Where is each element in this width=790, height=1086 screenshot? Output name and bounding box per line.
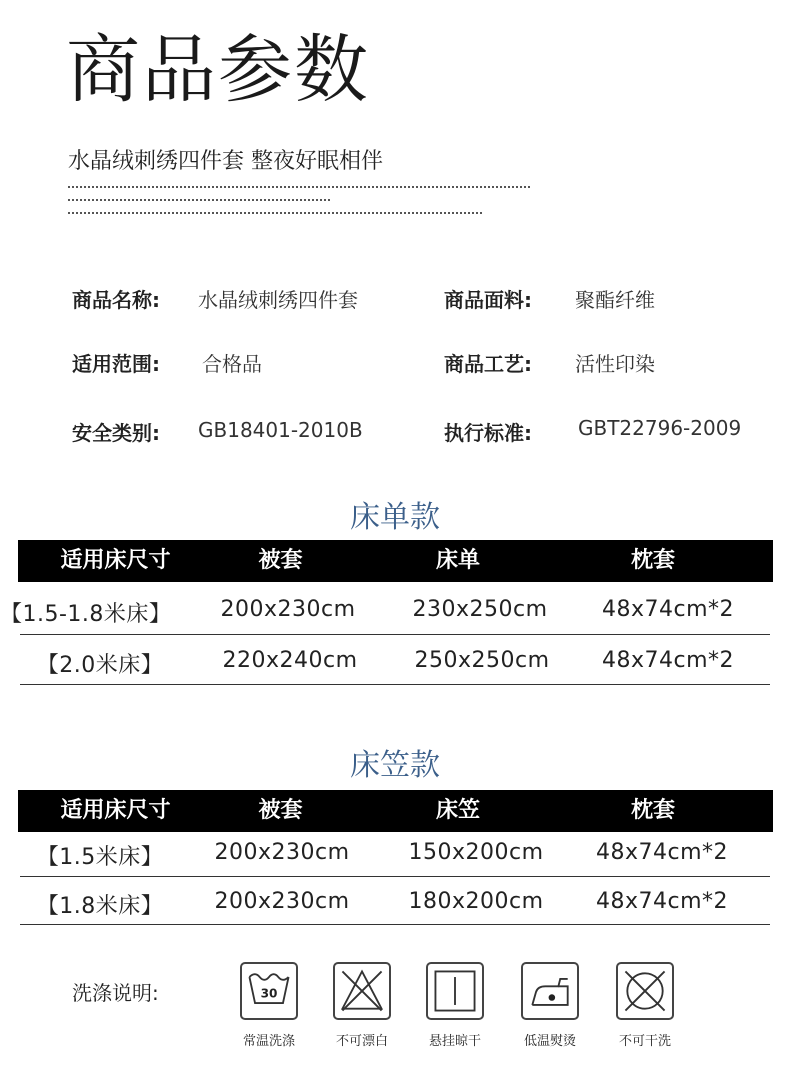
care-caption: 常温洗涤: [242, 1034, 295, 1049]
care-caption: 低温熨烫: [523, 1034, 576, 1049]
table-cell: 48x74cm*2: [595, 840, 729, 865]
spec-value-fabric: 聚酯纤维: [575, 288, 655, 312]
care-caption: 不可干洗: [618, 1034, 671, 1049]
table-cell: 150x200cm: [408, 840, 544, 865]
table-cell: 200x230cm: [214, 889, 350, 914]
header-cell: 床单: [435, 548, 480, 573]
row-divider: [20, 876, 770, 877]
spec-value-standard: GBT22796-2009: [578, 416, 742, 440]
table-header: [18, 540, 773, 582]
table-cell: 48x74cm*2: [595, 889, 729, 914]
spec-value-safety: GB18401-2010B: [198, 418, 363, 442]
dotted-divider: [68, 212, 482, 214]
no-bleach-icon: [333, 962, 391, 1020]
header-cell: 适用床尺寸: [60, 798, 171, 823]
table-cell: 200x230cm: [214, 840, 350, 865]
table-cell: 200x230cm: [220, 597, 356, 622]
wash-temperature: 30: [260, 986, 278, 1001]
header-cell: 枕套: [630, 798, 675, 823]
row-divider: [20, 684, 770, 685]
row-divider: [20, 634, 770, 635]
low-iron-icon: [521, 962, 579, 1020]
header-cell: 被套: [258, 798, 303, 823]
table-header: [18, 790, 773, 832]
table-cell: 【2.0米床】: [36, 653, 164, 678]
spec-label-safety: 安全类别:: [72, 421, 160, 445]
care-caption: 不可漂白: [335, 1034, 388, 1049]
table-cell: 250x250cm: [414, 648, 550, 673]
table-cell: 48x74cm*2: [601, 648, 735, 673]
header-cell: 被套: [258, 548, 303, 573]
spec-label-scope: 适用范围:: [72, 352, 160, 376]
care-caption: 悬挂晾干: [428, 1034, 481, 1049]
table-cell: 【1.8米床】: [36, 894, 164, 919]
spec-label-standard: 执行标准:: [444, 421, 532, 445]
section-title-fitted: 床笠款: [350, 748, 440, 783]
table-cell: 【1.5米床】: [36, 845, 164, 870]
spec-label-name: 商品名称:: [72, 288, 160, 312]
hang-dry-icon: [426, 962, 484, 1020]
table-cell: 230x250cm: [412, 597, 548, 622]
header-cell: 适用床尺寸: [60, 548, 171, 573]
wash-30-icon: [240, 962, 298, 1020]
page-title: 商品参数: [66, 27, 370, 113]
dotted-divider: [68, 186, 530, 188]
spec-value-scope: 合格品: [202, 352, 262, 376]
page-subtitle: 水晶绒刺绣四件套 整夜好眠相伴: [68, 149, 383, 174]
row-divider: [20, 924, 770, 925]
table-cell: 【1.5-1.8米床】: [0, 602, 172, 627]
care-label: 洗涤说明:: [72, 981, 159, 1005]
section-title-sheet: 床单款: [350, 500, 440, 535]
spec-value-craft: 活性印染: [575, 352, 655, 376]
dotted-divider: [68, 199, 330, 201]
table-cell: 220x240cm: [222, 648, 358, 673]
table-cell: 180x200cm: [408, 889, 544, 914]
no-dry-clean-icon: [616, 962, 674, 1020]
header-cell: 枕套: [630, 548, 675, 573]
spec-label-fabric: 商品面料:: [444, 288, 532, 312]
spec-value-name: 水晶绒刺绣四件套: [198, 288, 358, 312]
spec-label-craft: 商品工艺:: [444, 352, 532, 376]
table-cell: 48x74cm*2: [601, 597, 735, 622]
header-cell: 床笠: [435, 798, 480, 823]
